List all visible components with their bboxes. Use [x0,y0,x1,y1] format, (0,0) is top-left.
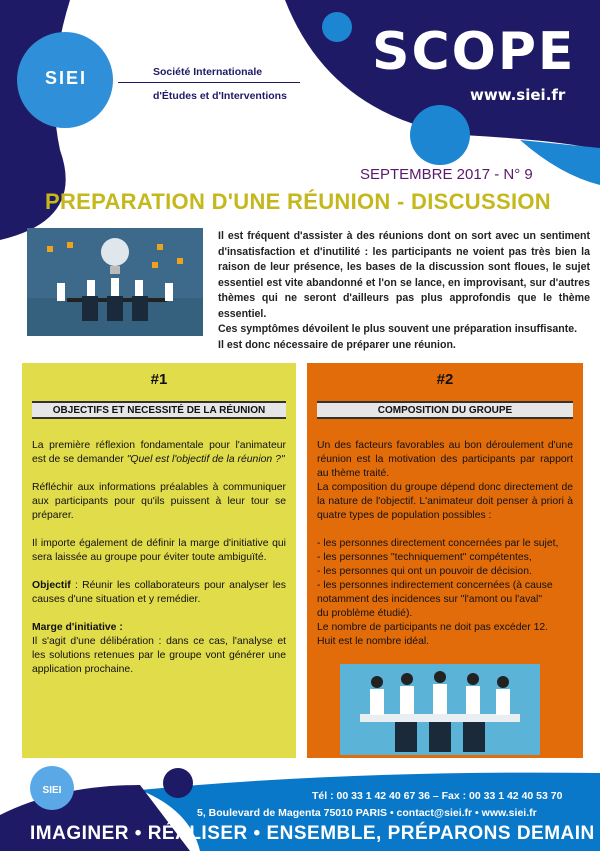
intro-paragraph: Il est donc nécessaire de préparer une réunion. [218,338,456,351]
section-number: #1 [150,371,168,388]
text: Il s'agit d'une délibération : dans ce cas, l'analyse et les solutions retenues par le groupe vont générer une application prochaine. [32,636,286,675]
quote: "Quel est l'objectif de la réunion ?" [126,454,285,465]
paragraph [32,579,286,607]
section-objectives [22,363,296,758]
divider [118,82,300,83]
footer-slogan: IMAGINER • RÉALISER • ENSEMBLE, PRÉPARONS DEMAIN [30,823,595,844]
paragraph [32,439,286,467]
section-heading: COMPOSITION DU GROUPE [317,401,573,419]
paragraph: Un des facteurs favorables au bon déroulement d'une réunion est la motivation des participants par rapport au thème traité. [317,440,573,479]
intro-text [218,229,590,353]
section-body [32,439,286,677]
footer-address: 5, Boulevard de Magenta 75010 PARIS • contact@siei.fr • www.siei.fr [197,807,537,819]
paragraph: Le nombre de participants ne doit pas excéder 12. [317,622,549,633]
list-item: - les personnes "techniquement" compétentes, [317,552,532,563]
intro-paragraph: Il est fréquent d'assister à des réunions dont on sort avec un sentiment d'insatisfaction et d'inutilité : les participants ne voient pas très bien la raison de leur présence, les bases de la discussion sont floues, le sujet essentiel est vite abandonné et l'on se lance, en improvisant, sur d'autres thèmes qui ne seront d'ailleurs pas plus approfondis que le thème essentiel. [218,230,590,320]
paragraph [32,621,286,677]
list-item: - les personnes indirectement concernées (à cause notamment des incidences sur "l'amont ou l'aval" du problème étudié). [317,580,553,619]
org-name-2: d'Études et d'Interventions [153,90,287,102]
paragraph: Huit est le nombre idéal. [317,636,430,647]
intro-paragraph: Ces symptômes dévoilent le plus souvent une préparation insuffisante. [218,323,578,335]
footer-logo [30,780,74,798]
text: : Réunir les collaborateurs pour analyser les causes d'une situation et y remédier. [32,580,286,605]
paragraph: Réfléchir aux informations préalables à communiquer aux participants pour qu'ils puissent à leur tour se préparer. [32,482,286,521]
siei-logo [22,68,110,89]
label: Objectif [32,580,71,591]
section-heading: OBJECTIFS ET NECESSITÉ DE LA RÉUNION [32,401,286,419]
section-number: #2 [436,371,454,388]
logo-text: SIEI [44,68,87,88]
website-link[interactable]: www.siei.fr [470,86,566,104]
brand-title: SCOPE [372,22,576,82]
meeting-illustration [27,228,203,336]
group-illustration [340,664,540,755]
page-title: PREPARATION D'UNE RÉUNION - DISCUSSION [45,189,551,214]
footer-logo-text: SIEI [42,785,62,796]
label: Marge d'initiative : [32,622,123,633]
org-name: Société Internationale [153,66,263,78]
section-body [317,439,573,649]
footer-contact: Tél : 00 33 1 42 40 67 36 – Fax : 00 33 1 42 40 53 70 [312,790,563,802]
list-item: - les personnes directement concernées par le sujet, [317,538,559,549]
issue-date: SEPTEMBRE 2017 - N° 9 [360,166,533,183]
list-item: - les personnes qui ont un pouvoir de décision. [317,566,532,577]
text: La première réflexion fondamentale pour l'animateur est de se demander [32,440,286,465]
paragraph: La composition du groupe dépend donc directement de la nature de l'objectif. L'animateur doit penser à priori à quatre types de population possibles : [317,482,573,521]
paragraph: Il importe également de définir la marge d'initiative qui sera laissée au groupe pour éviter toute ambiguïté. [32,538,286,563]
